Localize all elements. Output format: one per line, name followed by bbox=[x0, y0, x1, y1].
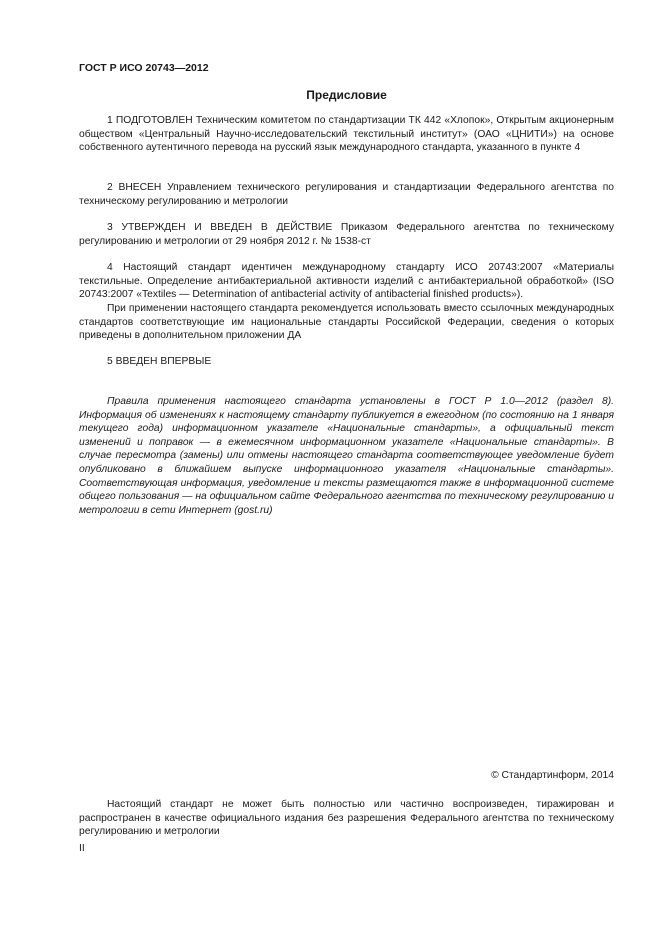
item-4-note: При применении настоящего стандарта рекомендуется использовать вместо ссылочных международных стандартов соответствующие им национальные стандарты Российской Федерации, сведения о которых приведены в дополнительном приложении ДА bbox=[79, 303, 614, 342]
application-notice: Правила применения настоящего стандарта установлены в ГОСТ Р 1.0—2012 (раздел 8). Информация об изменениях к настоящему стандарту публикуется в ежегодном (по состоянию на 1 января текущего года) информационном указателе «Национальные стандарты», а официальный текст изменений и поправок — в ежемесячном информационном указателе «Национальные стандарты». В случае пересмотра (замены) или отмены настоящего стандарта соответствующее уведомление будет опубликовано в ближайшем выпуске информационного указателя «Национальные стандарты». Соответствующая информация, уведомление и тексты размещаются также в информационной системе общего пользования — на официальном сайте Федерального агентства по техническому регулированию и метрологии в сети Интернет (gost.ru) bbox=[79, 396, 614, 516]
page-number: II bbox=[79, 843, 85, 854]
item-2: 2 ВНЕСЕН Управлением технического регулирования и стандартизации Федерального агентства по техническому регулированию и метрологии bbox=[79, 182, 614, 207]
document-header: ГОСТ Р ИСО 20743—2012 bbox=[79, 62, 209, 74]
item-4: 4 Настоящий стандарт идентичен международному стандарту ИСО 20743:2007 «Материалы текстильные. Определение антибактериальной активности изделий с антибактериальной обработкой» (ISO 20743:2007 «Textiles — Determination of antibacterial activity of antibacterial finished products»). bbox=[79, 262, 614, 301]
item-5: 5 ВВЕДЕН ВПЕРВЫЕ bbox=[107, 356, 212, 367]
page-title: Предисловие bbox=[306, 88, 387, 102]
reproduction-notice: Настоящий стандарт не может быть полностью или частично воспроизведен, тиражирован и распространен в качестве официального издания без разрешения Федерального агентства по техническому регулированию и метрологии bbox=[79, 799, 614, 838]
item-1: 1 ПОДГОТОВЛЕН Техническим комитетом по стандартизации ТК 442 «Хлопок», Открытым акционерным обществом «Центральный Научно-исследовательский текстильный институт» (ОАО «ЦНИТИ») на основе собственного аутентичного перевода на русский язык международного стандарта, указанного в пункте 4 bbox=[79, 115, 614, 154]
item-3: 3 УТВЕРЖДЕН И ВВЕДЕН В ДЕЙСТВИЕ Приказом Федерального агентства по техническому регулированию и метрологии от 29 ноября 2012 г. № 1538-ст bbox=[79, 222, 614, 247]
copyright: © Стандартинформ, 2014 bbox=[491, 770, 614, 781]
